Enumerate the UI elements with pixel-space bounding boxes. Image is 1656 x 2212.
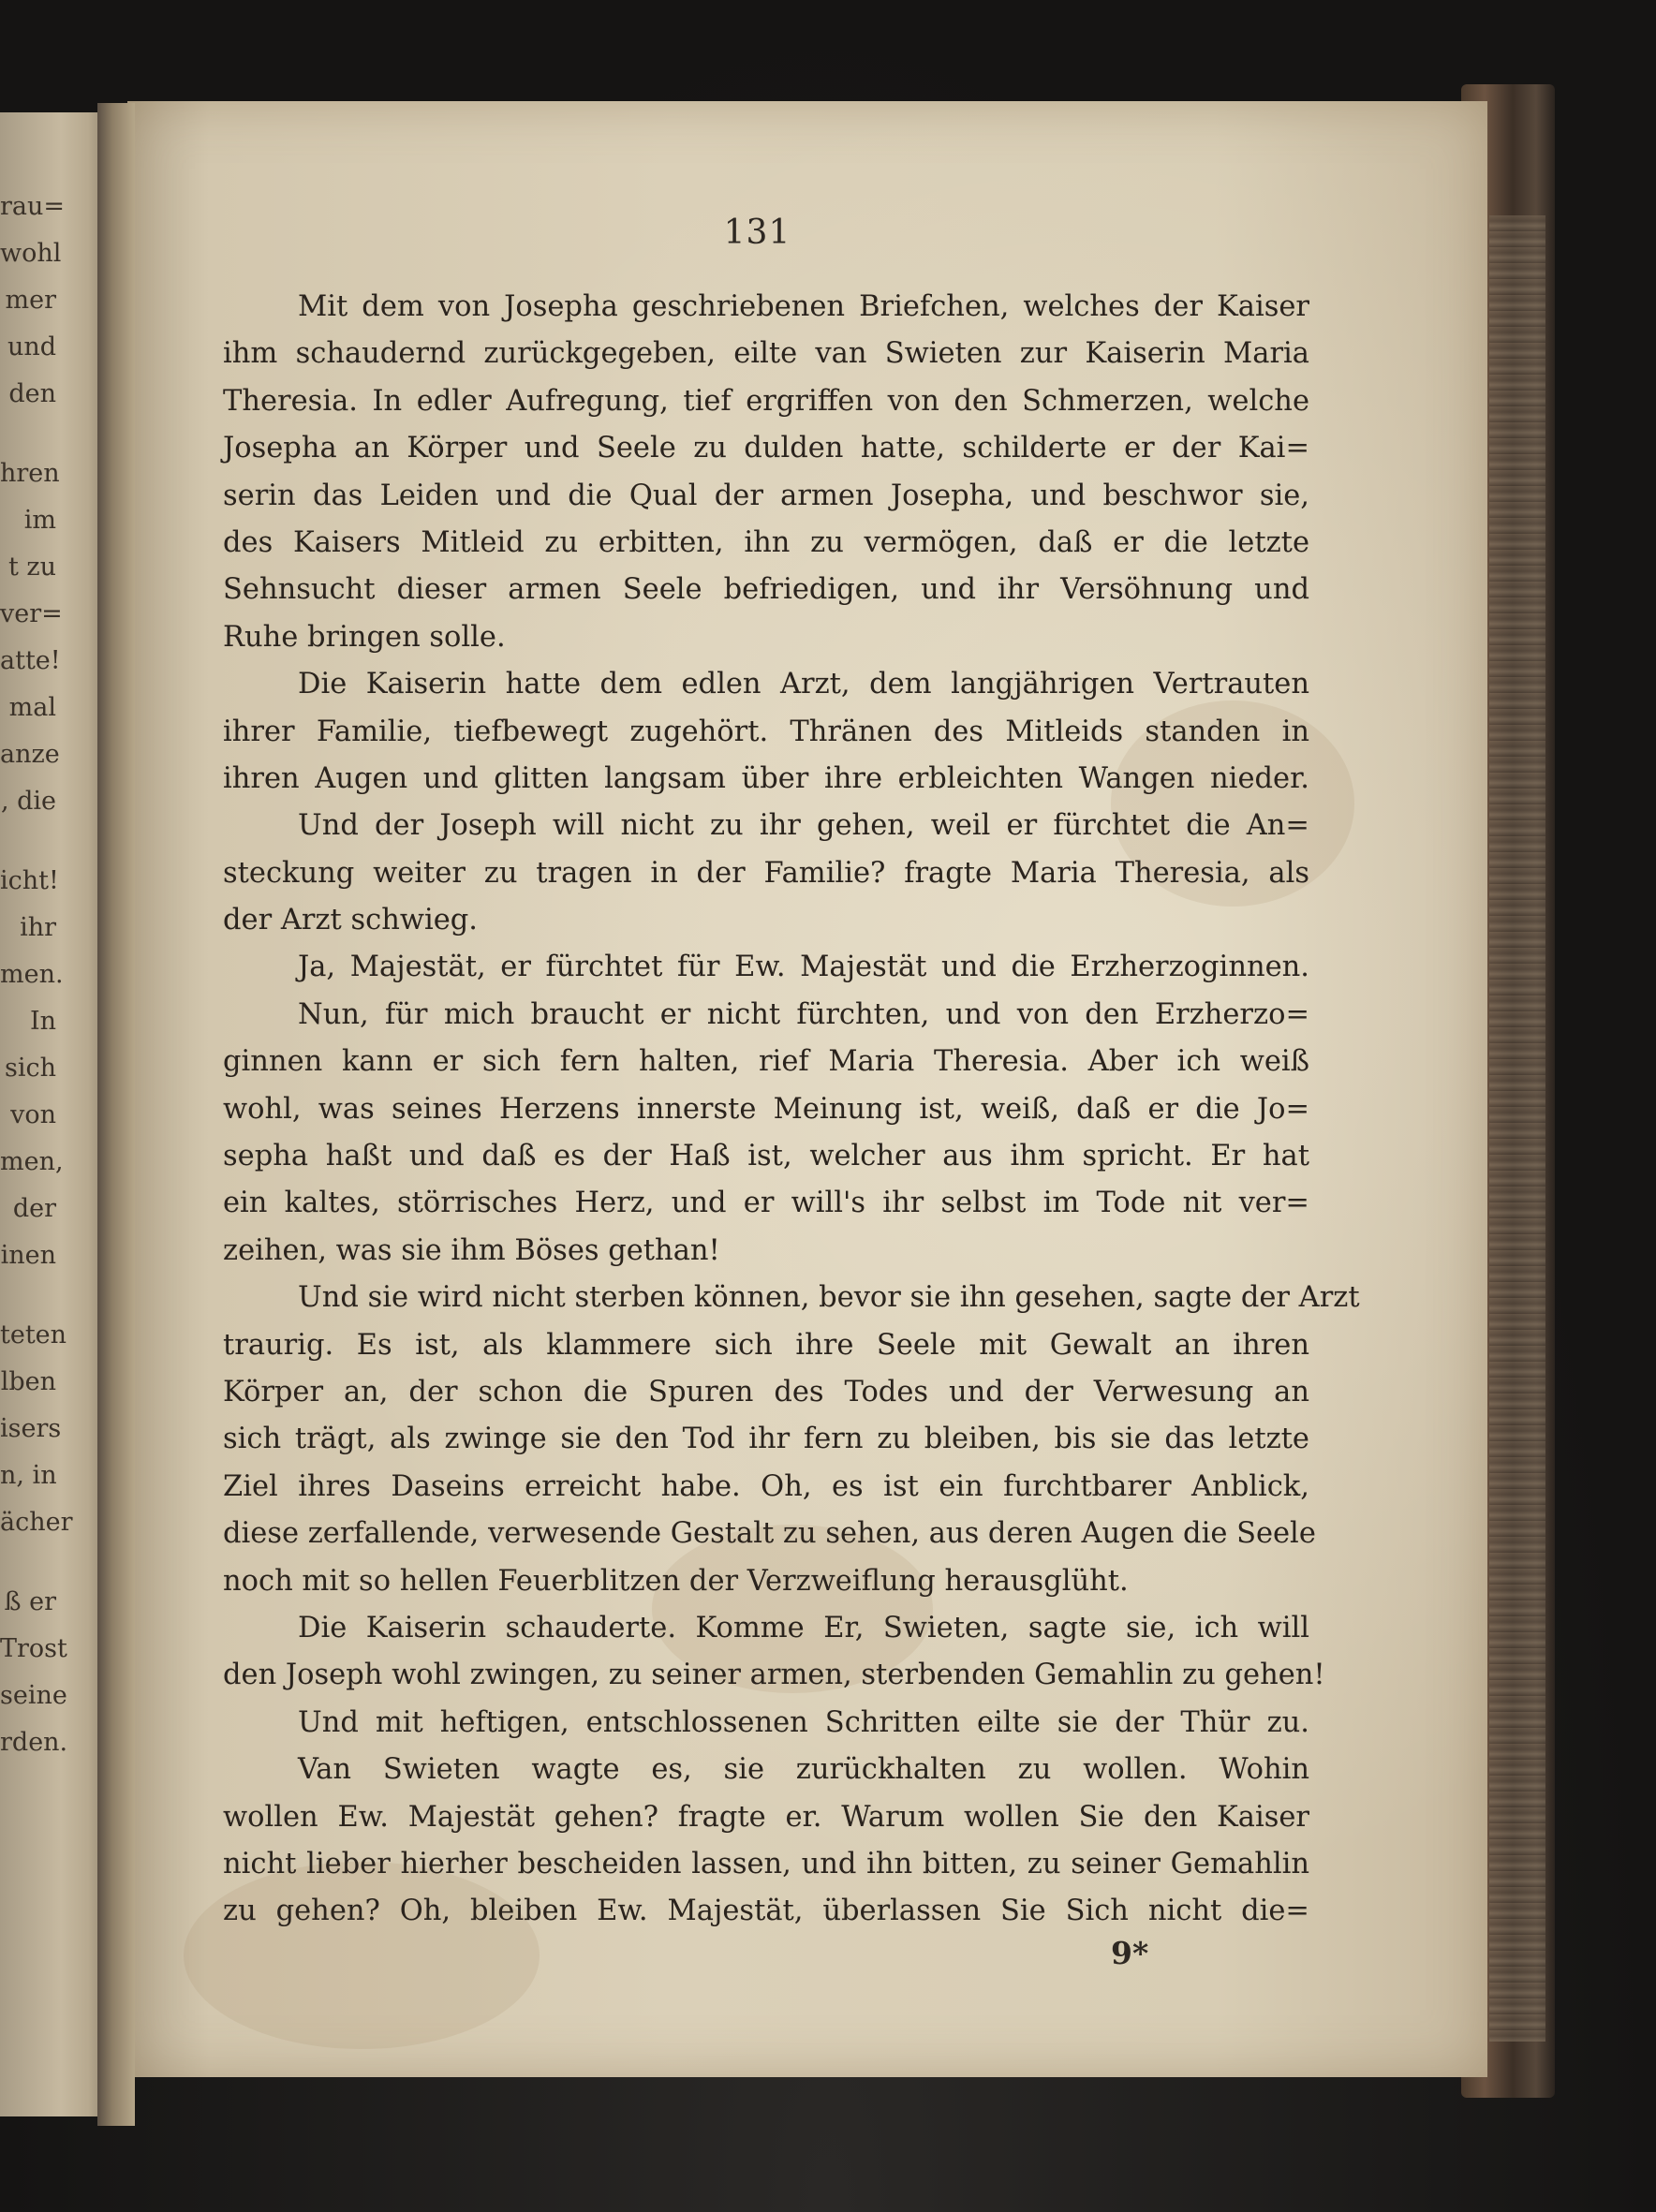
left-page-text-fragment: und bbox=[7, 332, 56, 361]
text-line: wohl, was seines Herzens innerste Meinung ist, weiß, daß er die Jo= bbox=[223, 1092, 1309, 1126]
left-page-text-fragment: lben bbox=[0, 1367, 56, 1396]
left-page-text-fragment: ß er bbox=[4, 1587, 56, 1616]
text-line: Die Kaiserin schauderte. Komme Er, Swieten, sagte sie, ich will bbox=[298, 1611, 1309, 1644]
left-page-text-fragment: atte! bbox=[0, 646, 61, 675]
left-page-text-fragment: mer bbox=[5, 286, 56, 315]
signature-mark: 9* bbox=[1111, 1935, 1149, 1971]
text-line: Die Kaiserin hatte dem edlen Arzt, dem langjährigen Vertrauten bbox=[298, 668, 1309, 701]
text-line: Van Swieten wagte es, sie zurückhalten zu wollen. Wohin bbox=[298, 1753, 1309, 1787]
text-line: diese zerfallende, verwesende Gestalt zu sehen, aus deren Augen die Seele bbox=[223, 1517, 1316, 1551]
left-page-text-fragment: ihr bbox=[20, 913, 56, 942]
text-line: der Arzt schwieg. bbox=[223, 904, 478, 937]
text-line: steckung weiter zu tragen in der Familie? fragte Maria Theresia, als bbox=[223, 856, 1309, 890]
left-page-text-fragment: , die bbox=[0, 787, 56, 816]
text-line: Und mit heftigen, entschlossenen Schritten eilte sie der Thür zu. bbox=[298, 1705, 1309, 1739]
left-page-text-fragment: teten bbox=[0, 1320, 67, 1349]
left-page-text-fragment: In bbox=[29, 1007, 56, 1036]
text-line: Ja, Majestät, er fürchtet für Ew. Majestät und die Erzherzoginnen. bbox=[298, 951, 1309, 984]
left-page-text-fragment: Trost bbox=[0, 1634, 67, 1663]
left-page-text-fragment: den bbox=[8, 379, 56, 408]
left-page-text-fragment: der bbox=[12, 1194, 56, 1223]
text-line: ihren Augen und glitten langsam über ihre erbleichten Wangen nieder. bbox=[223, 761, 1309, 795]
left-page-text-fragment: ächer bbox=[0, 1508, 73, 1537]
left-page-text-fragment: rau= bbox=[0, 192, 66, 221]
text-line: Ziel ihres Daseins erreicht habe. Oh, es ist ein furchtbarer Anblick, bbox=[223, 1469, 1309, 1503]
left-facing-page bbox=[0, 112, 111, 2116]
left-page-text-fragment: mal bbox=[8, 693, 56, 722]
left-page-text-fragment: hren bbox=[0, 459, 60, 488]
text-line: noch mit so hellen Feuerblitzen der Verzweiflung herausglüht. bbox=[223, 1564, 1129, 1598]
left-page-text-fragment: men. bbox=[0, 960, 64, 989]
text-line: Sehnsucht dieser armen Seele befriedigen, und ihr Versöhnung und bbox=[223, 573, 1309, 607]
text-line: zeihen, was sie ihm Böses gethan! bbox=[223, 1233, 720, 1267]
text-line: Ruhe bringen solle. bbox=[223, 620, 506, 654]
text-line: Josepha an Körper und Seele zu dulden hatte, schilderte er der Kai= bbox=[223, 432, 1309, 465]
body-text bbox=[223, 284, 1360, 1936]
left-page-text-fragment: im bbox=[23, 506, 56, 535]
left-page-text-fragment: seine bbox=[0, 1681, 67, 1710]
text-line: Mit dem von Josepha geschriebenen Briefchen, welches der Kaiser bbox=[298, 290, 1309, 323]
text-line: serin das Leiden und die Qual der armen Josepha, und beschwor sie, bbox=[223, 479, 1309, 512]
text-line: nicht lieber hierher bescheiden lassen, und ihn bitten, zu seiner Gemahlin bbox=[223, 1847, 1309, 1880]
page-number: 131 bbox=[723, 214, 791, 252]
text-line: Körper an, der schon die Spuren des Todes und der Verwesung an bbox=[223, 1375, 1309, 1408]
text-line: ihm schaudernd zurückgegeben, eilte van Swieten zur Kaiserin Maria bbox=[223, 337, 1309, 371]
book-spine-texture bbox=[1489, 215, 1545, 2042]
text-line: Und sie wird nicht sterben können, bevor sie ihn gesehen, sagte der Arzt bbox=[298, 1281, 1360, 1315]
left-page-text-fragment: von bbox=[10, 1100, 56, 1129]
text-line: Nun, für mich braucht er nicht fürchten, und von den Erzherzo= bbox=[298, 997, 1309, 1031]
text-line: ginnen kann er sich fern halten, rief Maria Theresia. Aber ich weiß bbox=[223, 1045, 1309, 1079]
left-page-text-fragment: t zu bbox=[7, 553, 56, 582]
left-page-text-fragment: rden. bbox=[0, 1728, 68, 1757]
right-page bbox=[127, 101, 1487, 2077]
left-page-text-fragment: men, bbox=[0, 1147, 64, 1176]
text-line: des Kaisers Mitleid zu erbitten, ihn zu vermögen, daß er die letzte bbox=[223, 525, 1309, 559]
left-page-text-fragment: n, in bbox=[0, 1461, 57, 1490]
text-line: sich trägt, als zwinge sie den Tod ihr fern zu bleiben, bis sie das letzte bbox=[223, 1423, 1309, 1456]
text-line: traurig. Es ist, als klammere sich ihre Seele mit Gewalt an ihren bbox=[223, 1328, 1309, 1362]
left-page-text-fragment: sich bbox=[4, 1054, 56, 1083]
book-gutter bbox=[97, 103, 135, 2126]
text-line: ein kaltes, störrisches Herz, und er will's ihr selbst im Tode nit ver= bbox=[223, 1187, 1309, 1220]
text-line: zu gehen? Oh, bleiben Ew. Majestät, überlassen Sie Sich nicht die= bbox=[223, 1895, 1309, 1928]
left-page-text-fragment: wohl bbox=[0, 239, 62, 268]
text-line: den Joseph wohl zwingen, zu seiner armen, sterbenden Gemahlin zu gehen! bbox=[223, 1659, 1325, 1692]
left-page-text-fragment: ver= bbox=[0, 599, 63, 628]
text-line: Theresia. In edler Aufregung, tief ergriffen von den Schmerzen, welche bbox=[223, 384, 1309, 418]
left-page-text-fragment: inen bbox=[0, 1241, 56, 1270]
text-line: Und der Joseph will nicht zu ihr gehen, weil er fürchtet die An= bbox=[298, 809, 1309, 843]
left-page-text-fragment: icht! bbox=[0, 866, 59, 895]
left-page-text-fragment: isers bbox=[0, 1414, 62, 1443]
text-line: sepha haßt und daß es der Haß ist, welcher aus ihm spricht. Er hat bbox=[223, 1140, 1309, 1173]
text-line: wollen Ew. Majestät gehen? fragte er. Warum wollen Sie den Kaiser bbox=[223, 1800, 1309, 1834]
text-line: ihrer Familie, tiefbewegt zugehört. Thränen des Mitleids standen in bbox=[223, 715, 1309, 748]
left-page-text-fragment: anze bbox=[0, 740, 60, 769]
